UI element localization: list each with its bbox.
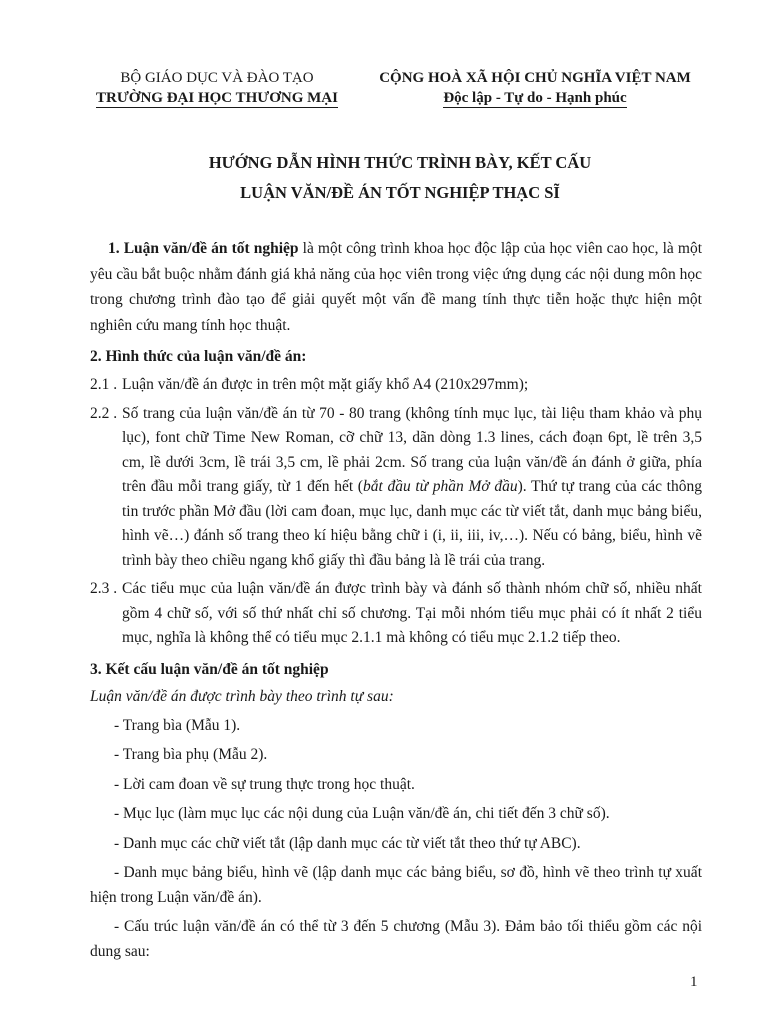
section-1-paragraph	[90, 236, 702, 338]
university-name: TRƯỜNG ĐẠI HỌC THƯƠNG MẠI	[96, 90, 338, 106]
list-item: - Danh mục các chữ viết tắt (lập danh mục các từ viết tắt theo thứ tự ABC).	[114, 834, 581, 852]
national-motto: Độc lập - Tự do - Hạnh phúc	[443, 90, 627, 106]
section-1-text: là một công trình khoa học độc lập của học viên cao học, là một yêu cầu bắt buộc nhằm đánh giá khả năng của học viên trong việc ứng dụng các nội dung môn học trong chương trình đào tạo để giải quyết một vấn đề mang tính thực tiễn hoặc thực hiện một nghiên cứu mang tính học thuật.	[90, 240, 703, 334]
item-text-part: ). Thứ tự trang của các thông tin trước phần Mở đầu (lời cam đoan, mục lục, danh mục các từ viết tắt, danh mục bảng biểu, hình vẽ…) đánh số trang theo kí hiệu bằng chữ i (i, ii, iii, iv,…). Nếu có bảng, biểu, hình vẽ trình bày theo chiều ngang khổ giấy thì đầu bảng là lề trái của trang.	[122, 478, 702, 569]
item-2-2	[90, 402, 702, 574]
item-text: Các tiểu mục của luận văn/đề án được trình bày và đánh số thành nhóm chữ số, nhiều nhất gồm 4 chữ số, với số thứ nhất chỉ số chương. Tại mỗi nhóm tiểu mục phải có ít nhất 2 tiểu mục, nghĩa là không thể có tiểu mục 2.1.1 mà không có tiểu mục 2.1.2 tiếp theo.	[122, 580, 702, 646]
national-header	[360, 68, 710, 108]
ministry-header	[92, 68, 342, 108]
page-number: 1	[690, 974, 698, 990]
item-number: 2.2 .	[90, 404, 118, 422]
item-text	[122, 402, 702, 574]
item-2-3	[90, 577, 702, 651]
list-item: - Trang bìa phụ (Mẫu 2).	[114, 746, 268, 763]
title-line-2: LUẬN VĂN/ĐỀ ÁN TỐT NGHIỆP THẠC SĨ	[240, 183, 560, 202]
section-3-intro: Luận văn/đề án được trình bày theo trình tự sau:	[90, 687, 394, 705]
item-text-italic: bắt đầu từ phần Mở đầu	[362, 478, 518, 495]
section-2-heading: 2. Hình thức của luận văn/đề án:	[90, 348, 307, 365]
list-item: - Trang bìa (Mẫu 1).	[114, 716, 241, 734]
item-2-1	[90, 373, 702, 398]
item-number: 2.1 .	[90, 376, 118, 393]
list-item: - Cấu trúc luận văn/đề án có thể từ 3 đến 5 chương (Mẫu 3). Đảm bảo tối thiểu gồm các nội dung sau:	[90, 918, 702, 960]
ministry-name: BỘ GIÁO DỤC VÀ ĐÀO TẠO	[120, 70, 314, 86]
title-line-1: HƯỚNG DẪN HÌNH THỨC TRÌNH BÀY, KẾT CẤU	[208, 153, 592, 172]
list-item: - Lời cam đoan về sự trung thực trong học thuật.	[114, 775, 415, 793]
country-name: CỘNG HOÀ XÃ HỘI CHỦ NGHĨA VIỆT NAM	[379, 70, 691, 86]
item-number: 2.3 .	[90, 580, 118, 597]
list-item: - Mục lục (làm mục lục các nội dung của Luận văn/đề án, chi tiết đến 3 chữ số).	[114, 805, 610, 822]
document-body	[90, 236, 702, 964]
document-title	[90, 148, 710, 208]
list-item: - Danh mục bảng biểu, hình vẽ (lập danh mục các bảng biểu, sơ đồ, hình vẽ theo trình tự xuất hiện trong Luận văn/đề án).	[90, 864, 702, 906]
section-1-lead: 1. Luận văn/đề án tốt nghiệp	[108, 240, 299, 257]
section-3-heading: 3. Kết cấu luận văn/đề án tốt nghiệp	[90, 660, 329, 678]
item-text-part: Số trang của luận văn/đề án từ 70 - 80 trang (không tính mục lục, tài liệu tham khảo và phụ lục), font chữ Time New Roman, cỡ chữ 13, dãn dòng 1.3 lines, cách đoạn 6pt, lề trên 3,5 cm, lề dưới 3cm, lề trái 3,5 cm, lề phải 2cm. Số trang của luận văn/đề án đánh ở giữa, phía trên đầu mỗi trang giấy, từ 1 đến hết (	[122, 404, 702, 495]
item-text: Luận văn/đề án được in trên một mặt giấy khổ A4 (210x297mm);	[122, 376, 529, 393]
